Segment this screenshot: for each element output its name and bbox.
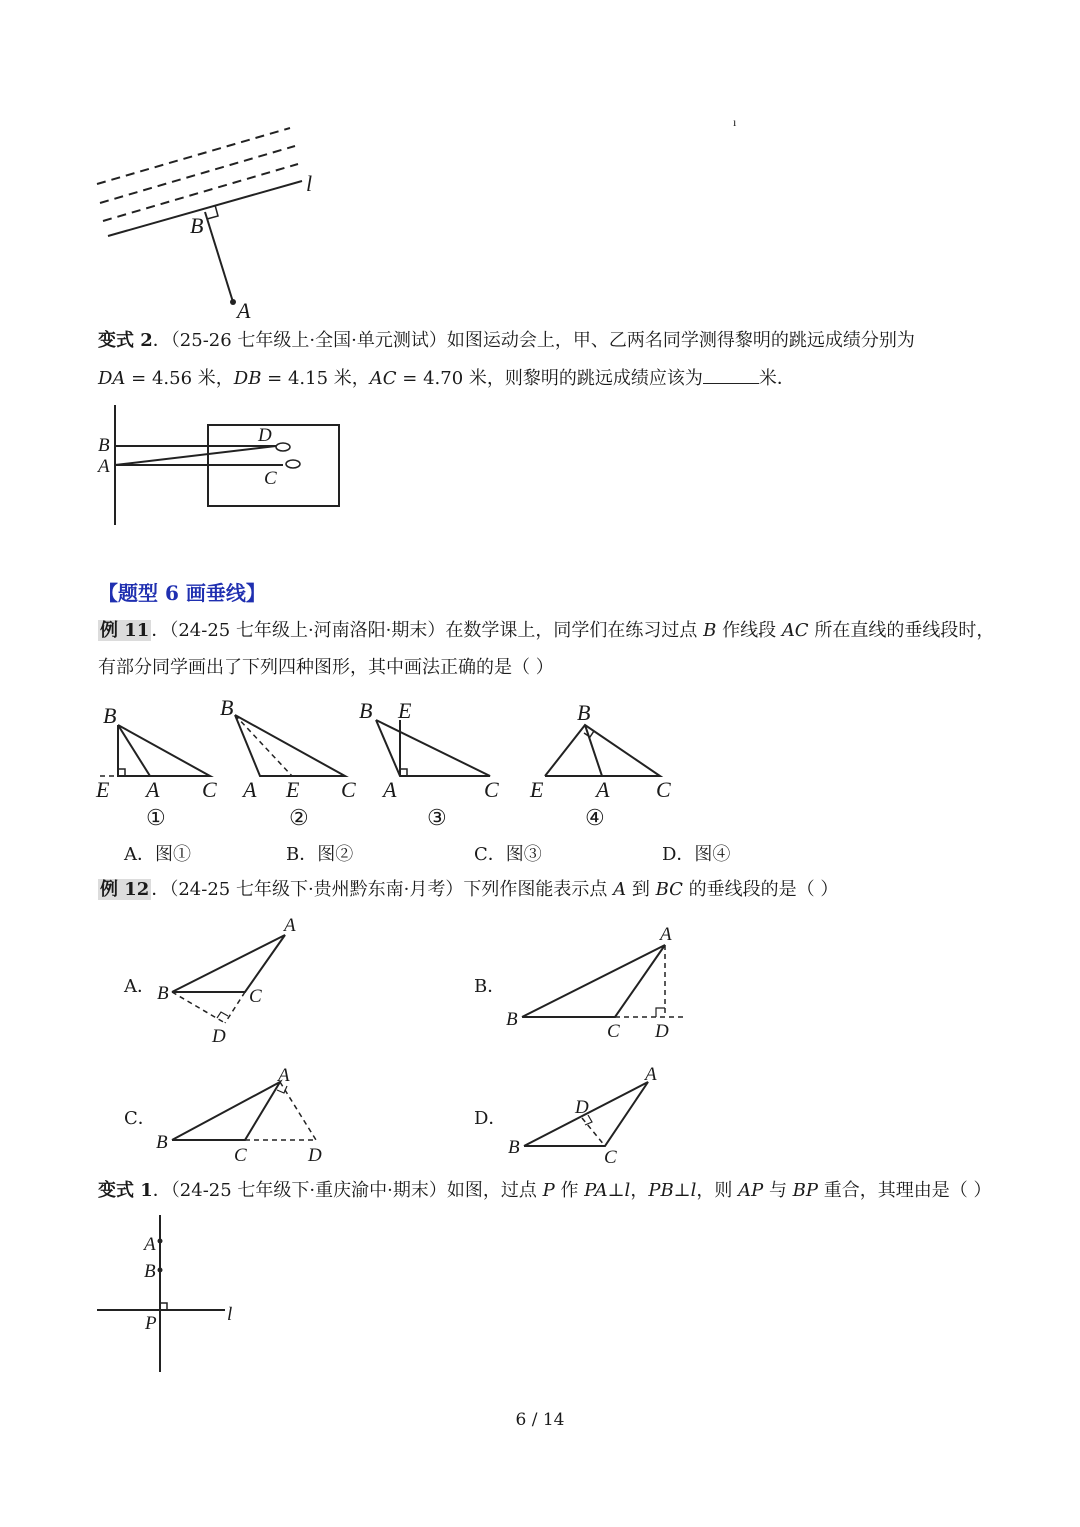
v1-text-5: 与	[763, 1180, 793, 1201]
label-B: B	[577, 700, 591, 725]
c-label-D: D	[308, 1145, 322, 1166]
ex11-option-c[interactable]: C．图③	[474, 844, 542, 865]
label-B: B	[190, 213, 204, 238]
ex12-option-a-label[interactable]: A．	[124, 976, 155, 997]
label-A: A	[596, 777, 610, 802]
c-label-A: A	[278, 1065, 290, 1086]
var-A: A	[613, 879, 627, 900]
number-3: ③	[427, 805, 447, 830]
label-C: C	[484, 777, 499, 802]
point-B	[158, 1268, 163, 1273]
figure-perpendicular-line-l	[0, 0, 1080, 330]
label-A: A	[237, 298, 251, 323]
v2-source: ．（25-26 七年级上·全国·单元测试）	[152, 330, 447, 351]
number-2: ②	[289, 805, 309, 830]
label-C: C	[202, 777, 217, 802]
footprint-D	[276, 443, 290, 451]
answer-blank	[703, 369, 759, 384]
v1-text-1: 如图，过点	[446, 1180, 543, 1201]
label-B: B	[144, 1261, 156, 1282]
segment-BA	[205, 212, 233, 302]
line-l	[108, 181, 302, 236]
label-E: E	[398, 698, 412, 723]
b-label-A: A	[660, 924, 672, 945]
b-label-D: D	[655, 1021, 669, 1042]
ex12-figure-b	[506, 924, 686, 1042]
value-DA: = 4.56 米，	[125, 368, 234, 389]
ex11-text-2: 作线段	[716, 620, 782, 641]
v1-line-1	[98, 1178, 991, 1204]
value-DB: = 4.15 米，	[261, 368, 370, 389]
ex12-text-2: 到	[626, 879, 656, 900]
figure-ex12-options	[0, 910, 720, 1170]
var-P: P	[542, 1180, 555, 1201]
b-label-B: B	[506, 1009, 518, 1030]
label-B: B	[359, 698, 373, 723]
d-label-D: D	[575, 1097, 589, 1118]
label-C: C	[341, 777, 356, 802]
d-label-C: C	[604, 1147, 617, 1168]
ex11-option-d[interactable]: D．图④	[662, 844, 731, 865]
label-A: A	[243, 777, 257, 802]
var-DB: DB	[233, 368, 262, 389]
v2-text: 如图运动会上，甲、乙两名同学测得黎明的跳远成绩分别为	[446, 330, 915, 351]
label-l: l	[306, 171, 313, 196]
v2-tail: 米．	[758, 368, 795, 389]
label-D: D	[258, 425, 272, 446]
v2-label: 变式 2	[98, 330, 153, 351]
stray-mark: ı	[733, 115, 737, 129]
ex11-line-2: 有部分同学画出了下列四种图形，其中画法正确的是（ ）	[98, 657, 554, 678]
label-C: C	[656, 777, 671, 802]
drawing-3	[359, 698, 499, 830]
ex12-option-d-label[interactable]: D．	[474, 1108, 507, 1129]
ex12-text-3: 的垂线段的是（ ）	[682, 879, 839, 900]
v1-text-3: ，	[630, 1180, 649, 1201]
a-label-D: D	[212, 1026, 226, 1047]
label-B: B	[220, 695, 234, 720]
page-number: 6 / 14	[515, 1410, 565, 1430]
ex12-label: 例 12	[100, 879, 150, 900]
figure-long-jump	[0, 395, 400, 535]
ex12-figure-d	[508, 1064, 657, 1168]
figure-four-drawings	[0, 690, 720, 840]
ex11-option-a[interactable]: A．图①	[124, 844, 191, 865]
ex11-option-b[interactable]: B．图②	[286, 844, 354, 865]
label-P: P	[145, 1313, 157, 1334]
right-angle-mark	[160, 1303, 167, 1310]
label-E: E	[530, 777, 544, 802]
var-AP: AP	[738, 1180, 764, 1201]
label-A: A	[146, 777, 160, 802]
ex12-figure-c	[156, 1065, 322, 1166]
v1-label: 变式 1	[98, 1180, 153, 1201]
ex12-option-c-label[interactable]: C．	[124, 1108, 156, 1129]
label-B: B	[103, 703, 117, 728]
d-label-B: B	[508, 1137, 520, 1158]
ex11-text-3: 所在直线的垂线段时，	[808, 620, 995, 641]
label-B: B	[98, 435, 110, 456]
a-label-C: C	[249, 986, 262, 1007]
drawing-2	[220, 695, 356, 830]
v2-line-2	[98, 366, 795, 392]
d-label-A: A	[645, 1064, 657, 1085]
v1-text-2: 作	[554, 1180, 585, 1201]
ex11-text-1: 在数学课上，同学们在练习过点	[445, 620, 704, 641]
var-BC: BC	[655, 879, 683, 900]
label-l: l	[227, 1304, 233, 1325]
a-label-A: A	[284, 915, 296, 936]
label-A: A	[383, 777, 397, 802]
expr-PA-perp-l: PA⊥l	[584, 1180, 631, 1201]
section-heading: 【题型 6 画垂线】	[98, 581, 266, 605]
label-A: A	[98, 456, 110, 477]
var-B: B	[703, 620, 717, 641]
expr-PB-perp-l: PB⊥l	[648, 1180, 697, 1201]
c-label-C: C	[234, 1145, 247, 1166]
ex12-text-1: 下列作图能表示点	[463, 879, 614, 900]
footprint-C	[286, 460, 300, 468]
var-AC: AC	[369, 368, 397, 389]
label-E: E	[286, 777, 300, 802]
v1-text-4: ，则	[696, 1180, 739, 1201]
label-A: A	[144, 1234, 156, 1255]
var-BP: BP	[792, 1180, 819, 1201]
v2-line-1	[98, 328, 915, 354]
number-1: ①	[146, 805, 166, 830]
v1-text-6: 重合，其理由是（ ）	[818, 1180, 992, 1201]
ex12-source: ．（24-25 七年级下·贵州黔东南·月考）	[151, 879, 464, 900]
number-4: ④	[585, 805, 605, 830]
ex11-source: ．（24-25 七年级上·河南洛阳·期末）	[151, 620, 446, 641]
a-label-B: B	[157, 983, 169, 1004]
segment-AD	[115, 446, 276, 465]
ex11-line-1	[98, 618, 994, 644]
drawing-4	[529, 700, 671, 830]
drawing-1	[95, 703, 217, 830]
label-E: E	[96, 777, 110, 802]
var-DA: DA	[98, 368, 126, 389]
figure-v1-perpendicular	[0, 1210, 300, 1380]
ex12-figure-a	[157, 915, 296, 1047]
v1-source: ．（24-25 七年级下·重庆渝中·期末）	[152, 1180, 447, 1201]
c-label-B: B	[156, 1132, 168, 1153]
label-C: C	[264, 468, 277, 489]
var-AC: AC	[781, 620, 809, 641]
ex11-label: 例 11	[100, 620, 150, 641]
ex12-option-b-label[interactable]: B．	[474, 976, 506, 997]
point-A	[230, 299, 236, 305]
value-AC: = 4.70 米，则黎明的跳远成绩应该为	[396, 368, 703, 389]
ex12-line-1	[98, 877, 838, 903]
point-A	[158, 1239, 163, 1244]
b-label-C: C	[607, 1021, 620, 1042]
